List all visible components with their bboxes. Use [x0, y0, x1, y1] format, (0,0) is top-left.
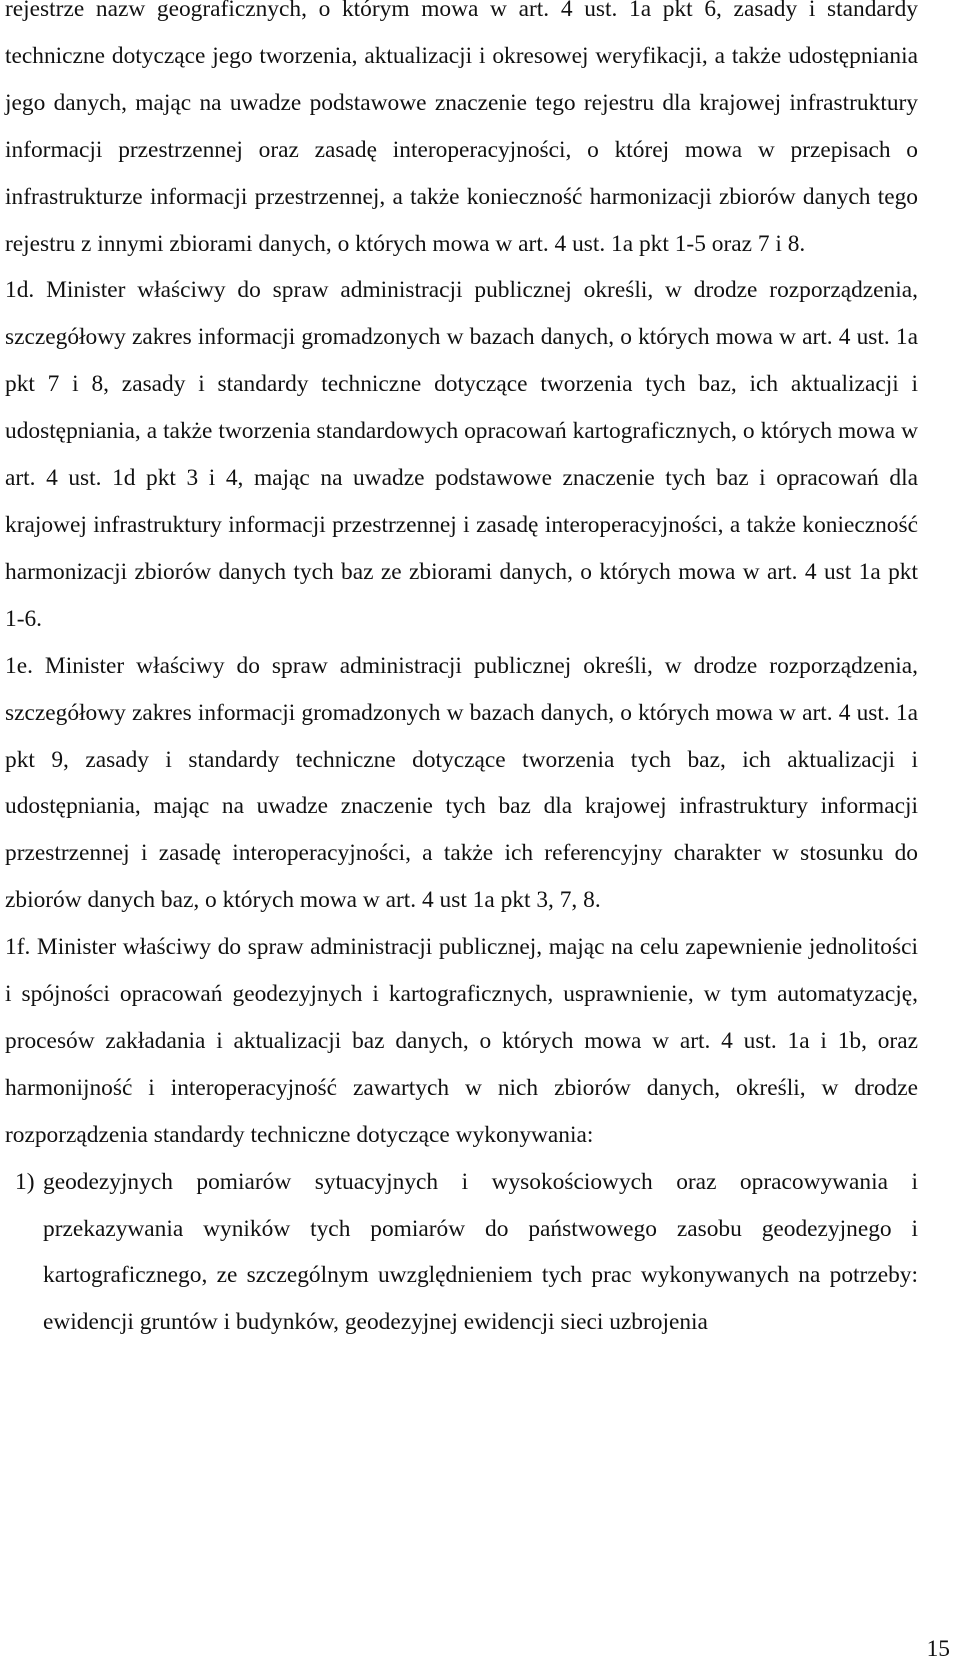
paragraph-1f: 1f. Minister właściwy do spraw administracji publicznej, mając na celu zapewnienie jednolitości i spójności opracowań geodezyjnych i kartograficznych, usprawnienie, w tym automatyzację, procesów zakładania i aktualizacji baz danych, o których mowa w art. 4 ust. 1a i 1b, oraz harmonijność i interoperacyjność zawartych w nich zbiorów danych, określi, w drodze rozporządzenia standardy techniczne dotyczące wykonywania:	[5, 934, 918, 1148]
document-body	[5, 0, 918, 1346]
paragraph-1e: 1e. Minister właściwy do spraw administracji publicznej określi, w drodze rozporządzenia, szczegółowy zakres informacji gromadzonych w bazach danych, o których mowa w art. 4 ust. 1a pkt 9, zasady i standardy techniczne dotyczące tworzenia tych baz, ich aktualizacji i udostępniania, mając na uwadze znaczenie tych baz dla krajowej infrastruktury informacji przestrzennej i zasadę interoperacyjności, a także ich referencyjny charakter w stosunku do zbiorów danych baz, o których mowa w art. 4 ust 1a pkt 3, 7, 8.	[5, 652, 918, 914]
enumerated-list	[5, 1159, 918, 1347]
list-item	[5, 1159, 918, 1347]
paragraph-continuation: rejestrze nazw geograficznych, o którym mowa w art. 4 ust. 1a pkt 6, zasady i standardy techniczne dotyczące jego tworzenia, aktualizacji i okresowej weryfikacji, a także udostępniania jego danych, mając na uwadze podstawowe znaczenie tego rejestru dla krajowej infrastruktury informacji przestrzennej oraz zasadę interoperacyjności, o której mowa w przepisach o infrastrukturze informacji przestrzennej, a także konieczność harmonizacji zbiorów danych tego rejestru z innymi zbiorami danych, o których mowa w art. 4 ust. 1a pkt 1-5 oraz 7 i 8.	[5, 0, 918, 257]
page-number: 15	[926, 1636, 950, 1662]
paragraph-1d: 1d. Minister właściwy do spraw administracji publicznej określi, w drodze rozporządzenia, szczegółowy zakres informacji gromadzonych w bazach danych, o których mowa w art. 4 ust. 1a pkt 7 i 8, zasady i standardy techniczne dotyczące tworzenia tych baz, ich aktualizacji i udostępniania, a także tworzenia standardowych opracowań kartograficznych, o których mowa w art. 4 ust. 1d pkt 3 i 4, mając na uwadze podstawowe znaczenie tych baz i opracowań dla krajowej infrastruktury informacji przestrzennej i zasadę interoperacyjności, a także konieczność harmonizacji zbiorów danych tych baz ze zbiorami danych, o których mowa w art. 4 ust 1a pkt 1-6.	[5, 277, 918, 632]
list-item-number: 1)	[15, 1168, 35, 1195]
list-item-text: geodezyjnych pomiarów sytuacyjnych i wysokościowych oraz opracowywania i przekazywania wyników tych pomiarów do państwowego zasobu geodezyjnego i kartograficznego, ze szczególnym uwzględnieniem tych prac wykonywanych na potrzeby: ewidencji gruntów i budynków, geodezyjnej ewidencji sieci uzbrojenia	[43, 1168, 918, 1336]
